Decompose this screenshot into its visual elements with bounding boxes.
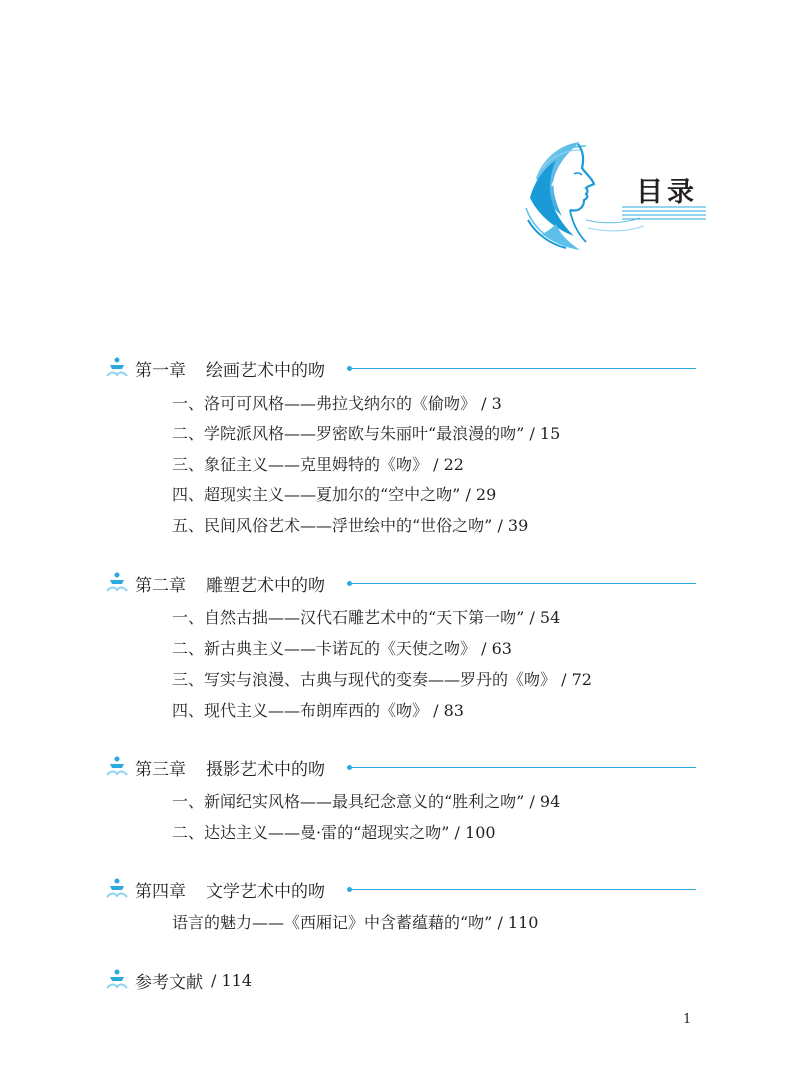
chapter-heading-4[interactable]	[105, 877, 696, 901]
chapter-heading-3[interactable]	[105, 755, 696, 779]
chapter-heading-1[interactable]	[105, 356, 696, 380]
toc-entry[interactable]: 二、新古典主义——卡诺瓦的《天使之吻》 / 63	[172, 639, 512, 658]
chapter-number: 第二章	[135, 575, 186, 596]
page-title: 目录	[636, 177, 698, 208]
toc-entry[interactable]: 二、学院派风格——罗密欧与朱丽叶“最浪漫的吻” / 15	[172, 424, 561, 443]
chapter-rule	[352, 889, 696, 890]
references-heading[interactable]	[105, 968, 252, 992]
chapter-number: 第四章	[135, 881, 186, 902]
references-label: 参考文献	[135, 972, 203, 993]
toc-entry[interactable]: 一、新闻纪实风格——最具纪念意义的“胜利之吻” / 94	[172, 792, 561, 811]
chapter-title: 摄影艺术中的吻	[206, 759, 325, 780]
toc-entry[interactable]: 三、象征主义——克里姆特的《吻》 / 22	[172, 455, 464, 474]
chapter-rule	[352, 767, 696, 768]
chapter-rule	[352, 583, 696, 584]
toc-entry[interactable]: 三、写实与浪漫、古典与现代的变奏——罗丹的《吻》 / 72	[172, 670, 592, 689]
toc-entry[interactable]: 四、现代主义——布朗库西的《吻》 / 83	[172, 701, 464, 720]
toc-entry[interactable]: 语言的魅力——《西厢记》中含蓄蕴藉的“吻” / 110	[172, 913, 539, 932]
chapter-number: 第三章	[135, 759, 186, 780]
page-number: 1	[683, 1012, 692, 1027]
chapter-bullet-icon	[105, 356, 129, 380]
chapter-bullet-icon	[105, 755, 129, 779]
toc-entry[interactable]: 四、超现实主义——夏加尔的“空中之吻” / 29	[172, 485, 497, 504]
chapter-number: 第一章	[135, 360, 186, 381]
toc-entry[interactable]: 五、民间风俗艺术——浮世绘中的“世俗之吻” / 39	[172, 516, 529, 535]
toc-entry[interactable]: 一、自然古拙——汉代石雕艺术中的“天下第一吻” / 54	[172, 608, 561, 627]
chapter-heading-2[interactable]	[105, 571, 696, 595]
toc-entry[interactable]: 一、洛可可风格——弗拉戈纳尔的《偷吻》 / 3	[172, 394, 502, 413]
chapter-title: 绘画艺术中的吻	[206, 360, 325, 381]
chapter-bullet-icon	[105, 968, 129, 992]
title-underline-decoration	[622, 204, 706, 224]
toc-entry[interactable]: 二、达达主义——曼·雷的“超现实之吻” / 100	[172, 823, 496, 842]
chapter-title: 雕塑艺术中的吻	[206, 575, 325, 596]
chapter-rule	[352, 368, 696, 369]
chapter-title: 文学艺术中的吻	[206, 881, 325, 902]
references-page: / 114	[211, 970, 253, 990]
chapter-bullet-icon	[105, 571, 129, 595]
chapter-bullet-icon	[105, 877, 129, 901]
